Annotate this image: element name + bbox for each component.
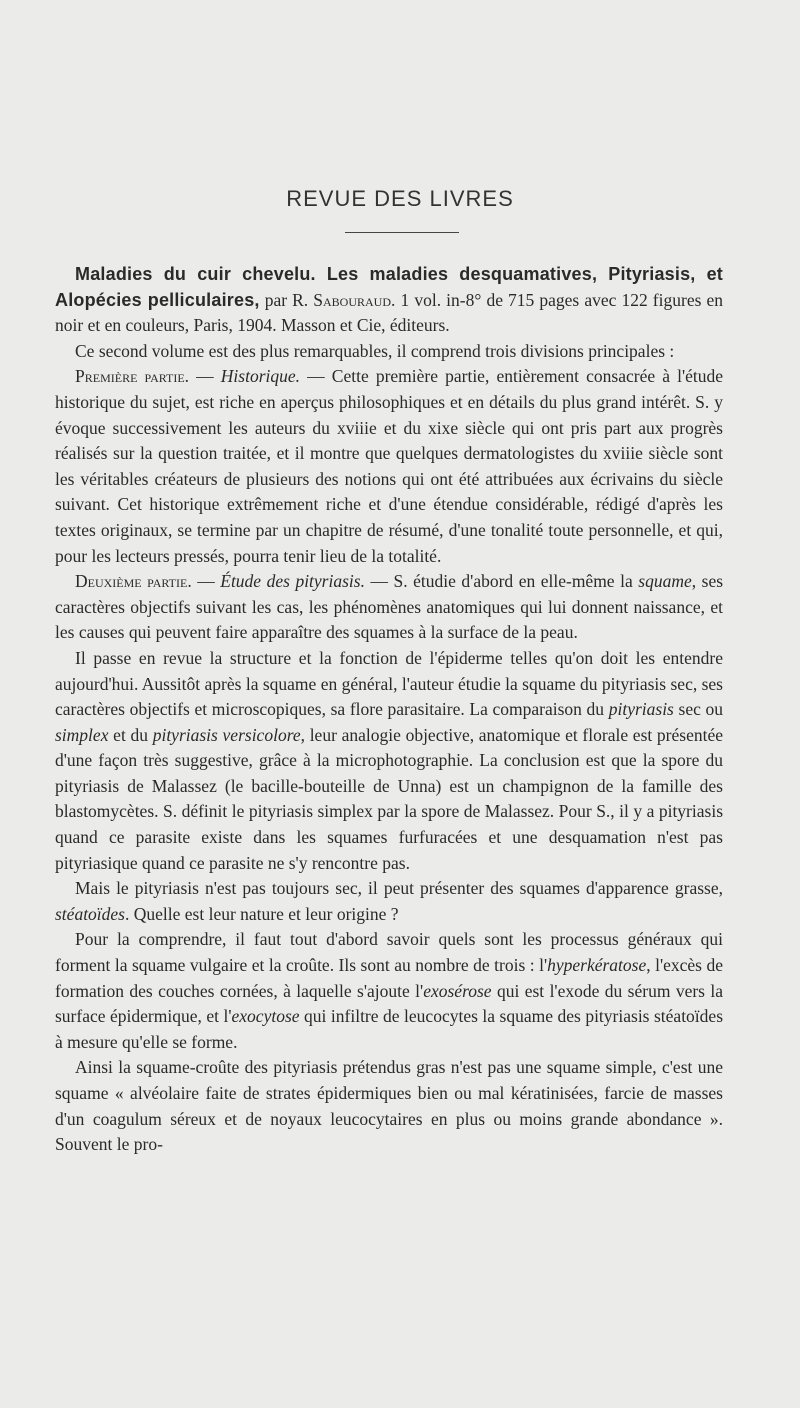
- paragraph-1: Ce second volume est des plus remarquables, il comprend trois divisions principales :: [75, 340, 675, 361]
- paragraph-4-b: sec ou: [678, 699, 724, 720]
- term-simplex: simplex: [55, 724, 109, 745]
- term-hyperkeratose: hyperkératose: [547, 955, 647, 976]
- par-text: par R.: [264, 289, 309, 310]
- paragraph-4-c: et du: [113, 724, 148, 745]
- term-steatoides: stéatoïdes: [55, 903, 125, 924]
- part-heading-2: Étude des pityriasis.: [220, 571, 365, 592]
- paragraph-4-a: Il passe en revue la structure et la fonction de l'épiderme telles qu'on doit les entendre aujourd'hui. Aussitôt après la squame en général, l'auteur étudie la squame du pityriasis sec, ses caractères objectifs et microscopiques, sa flore parasitaire. La comparaison du: [55, 647, 723, 720]
- part-label-2: Deuxième partie.: [75, 571, 192, 592]
- book-details: . 1 vol. in-8° de 715 pages avec 122 figures en noir et en couleurs, Paris, 1904. Masson et Cie, éditeurs.: [55, 289, 724, 336]
- paragraph-6-c: qui est l'exode du sérum vers la surface épidermique, et l': [55, 980, 724, 1027]
- paragraph-4: [55, 646, 723, 876]
- paragraph-6: [55, 927, 723, 1055]
- paragraph-7: Ainsi la squame-croûte des pityriasis prétendus gras n'est pas une squame simple, c'est une squame « alvéolaire faite de strates épidermiques bien ou mal kératinisées, farcie de masses d'un coagulum séreux et de noyaux leucocytaires en plus ou moins grande abondance ». Souvent le pro-: [55, 1057, 723, 1155]
- paragraph-6-d: qui infiltre de leucocytes la squame des pityriasis stéatoïdes à mesure qu'elle se forme.: [55, 1006, 723, 1052]
- term-exocytose: exocytose: [231, 1006, 300, 1027]
- part-heading-1: Historique.: [220, 366, 301, 387]
- author-name: Sabouraud: [313, 289, 392, 310]
- paragraph-3: Deuxième partie. — Étude des pityriasis. — S. étudie d'abord en elle-même la squame, ses caractères objectifs suivant les cas, les phénomènes anatomiques qui lui donnent naissance, et les causes qui peuvent faire apparaître des squames à la surface de la peau.: [55, 571, 724, 643]
- paragraph-3-b: , ses caractères objectifs suivant les cas, les phénomènes anatomiques qui lui donnent naissance, et les causes qui peuvent faire apparaître des squames à la surface de la peau.: [55, 571, 724, 643]
- term-exoserose: exosérose: [423, 980, 492, 1001]
- paragraph-5-a: Mais le pityriasis n'est pas toujours sec, il peut présenter des squames d'apparence grasse,: [75, 878, 723, 899]
- title-rule: [345, 232, 459, 233]
- paragraph-4-d: , leur analogie objective, anatomique et florale est présentée d'une façon très suggestive, grâce à la microphotographie. La conclusion est que la spore du pityriasis de Malassez (le bacille-bouteille de Unna) est un champignon de la famille des blastomycètes. S. définit le pityriasis simplex par la spore de Malassez. Pour S., il y a pityriasis quand ce parasite existe dans les squames furfuracées et une desquamation n'est pas pityriasique quand ce parasite ne s'y rencontre pas.: [55, 724, 723, 873]
- review-header: [55, 262, 723, 339]
- paragraph-2-text: Cette première partie, entièrement consacrée à l'étude historique du sujet, est riche en aperçus philosophiques et en détails du plus grand intérêt. S. y évoque successivement les auteurs du xviiie et du xixe siècle qui ont pris part aux progrès réalisés sur la question traitée, et il montre que quelques dermatologistes du xviiie siècle sont les véritables créateurs de plusieurs des notions qui ont été attribuées aux écrivains du siècle suivant. Cet historique extrêmement riche et d'une étendue considérable, rédigé d'après les textes originaux, se termine par un chapitre de résumé, d'une tonalité toute personnelle, et qui, pour les lecteurs pressés, pourra tenir lieu de la totalité.: [55, 366, 724, 566]
- term-squame: squame: [638, 571, 692, 592]
- section-title: REVUE DES LIVRES: [286, 186, 514, 211]
- paragraph-2: Première partie. — Historique. — Cette première partie, entièrement consacrée à l'étude historique du sujet, est riche en aperçus philosophiques et en détails du plus grand intérêt. S. y évoque successivement les auteurs du xviiie et du xixe siècle qui ont pris part aux progrès réalisés sur la question traitée, et il montre que quelques dermatologistes du xviiie siècle sont les véritables créateurs de plusieurs des notions qui ont été attribuées aux écrivains du siècle suivant. Cet historique extrêmement riche et d'une étendue considérable, rédigé d'après les textes originaux, se termine par un chapitre de résumé, d'une tonalité toute personnelle, et qui, pour les lecteurs pressés, pourra tenir lieu de la totalité.: [55, 366, 724, 566]
- term-pityriasis: pityriasis: [608, 699, 674, 720]
- review-body: [55, 262, 723, 1158]
- paragraph-5: [55, 876, 723, 927]
- paragraph-6-a: Pour la comprendre, il faut tout d'abord savoir quels sont les processus généraux qui forment la squame vulgaire et la croûte. Ils sont au nombre de trois : l': [55, 929, 723, 976]
- term-pityriasis-versicolore: pityriasis versicolore: [152, 724, 301, 745]
- book-title: Maladies du cuir chevelu. Les maladies desquamatives, Pityriasis, et Alopécies pelliculaires,: [55, 264, 723, 310]
- paragraph-3-a: S. étudie d'abord en elle-même la: [393, 571, 633, 592]
- paragraph-5-b: . Quelle est leur nature et leur origine ?: [125, 903, 399, 924]
- paragraph-6-b: , l'excès de formation des couches cornées, à laquelle s'ajoute l': [55, 955, 723, 1001]
- part-label-1: Première partie.: [75, 366, 190, 387]
